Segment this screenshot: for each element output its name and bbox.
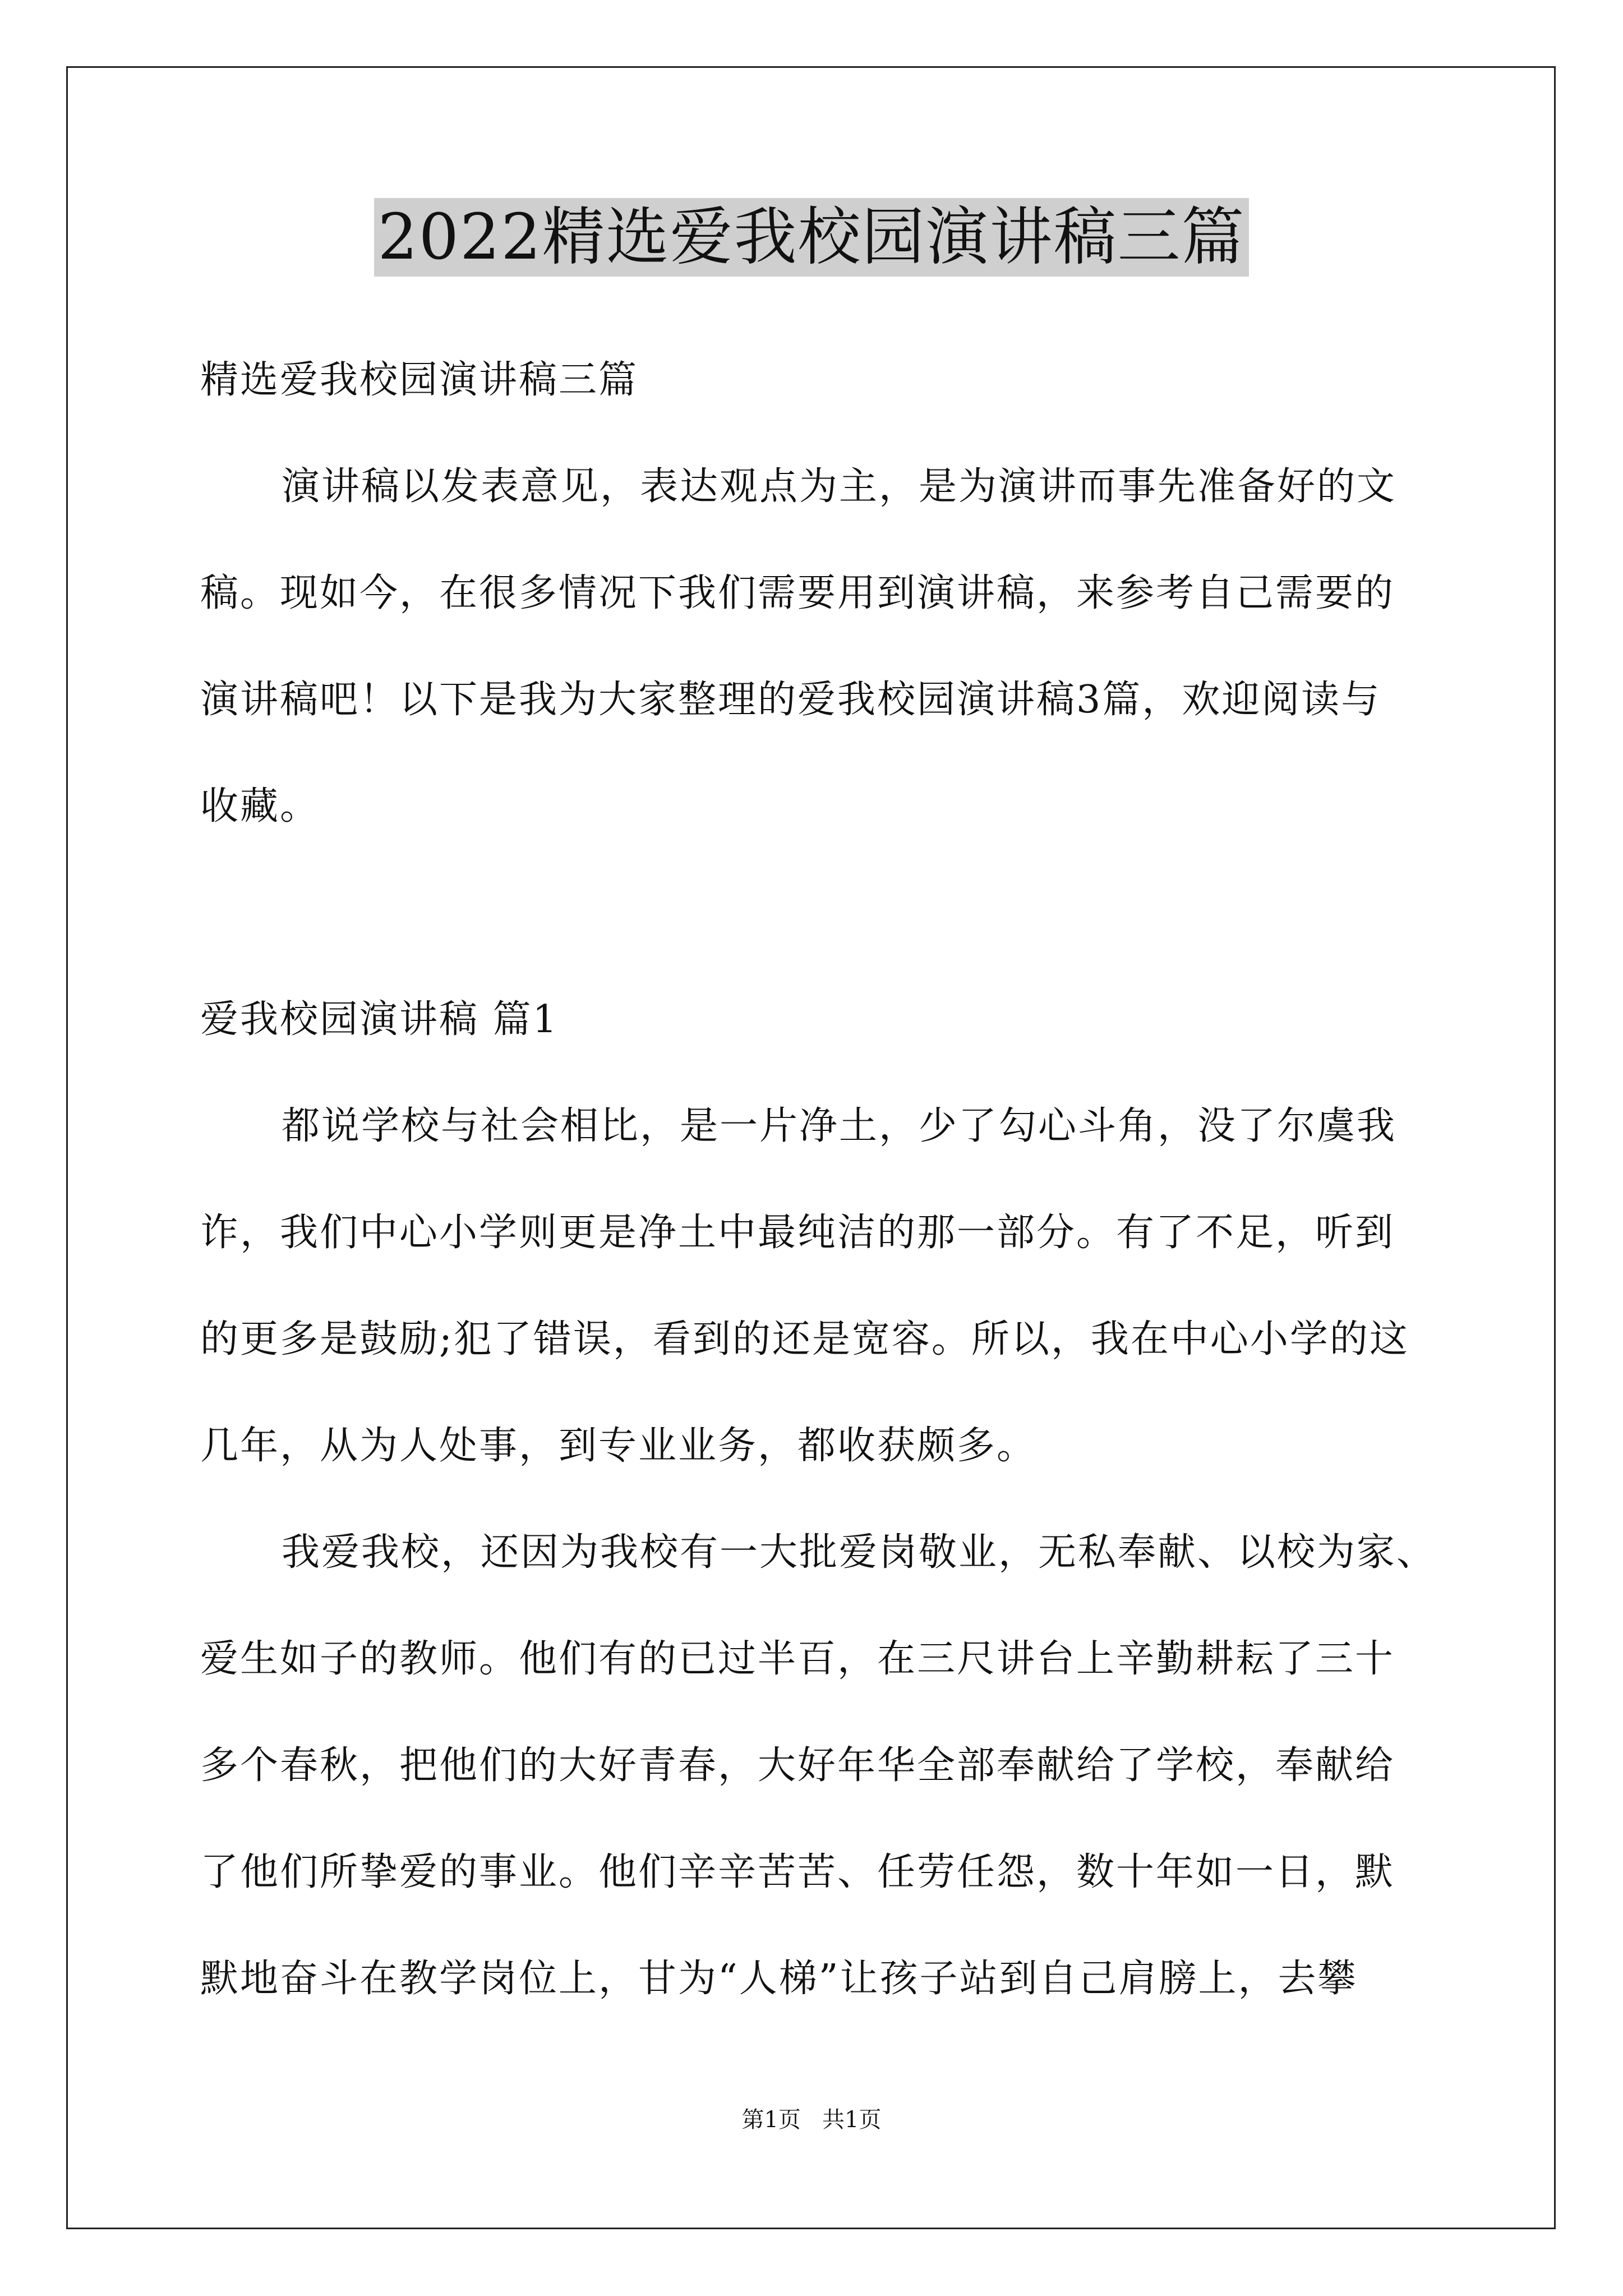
document-title: 2022精选爱我校园演讲稿三篇	[374, 198, 1248, 277]
intro-line: 稿。现如今，在很多情况下我们需要用到演讲稿，来参考自己需要的	[200, 571, 1395, 615]
section-heading: 爱我校园演讲稿 篇1	[200, 997, 559, 1042]
paragraph-line: 的更多是鼓励;犯了错误，看到的还是宽容。所以，我在中心小学的这	[200, 1317, 1409, 1361]
intro-line: 演讲稿以发表意见，表达观点为主，是为演讲而事先准备好的文	[282, 464, 1397, 509]
paragraph-line: 诈，我们中心小学则更是净土中最纯洁的那一部分。有了不足，听到	[200, 1211, 1395, 1255]
page-footer: 第1页 共1页	[741, 2107, 882, 2133]
intro-line: 演讲稿吧！以下是我为大家整理的爱我校园演讲稿3篇，欢迎阅读与	[200, 678, 1381, 722]
paragraph-line: 爱生如子的教师。他们有的已过半百，在三尺讲台上辛勤耕耘了三十	[200, 1637, 1395, 1681]
intro-line: 收藏。	[200, 784, 320, 829]
paragraph-line: 默地奋斗在教学岗位上，甘为“人梯”让孩子站到自己肩膀上，去攀	[200, 1957, 1358, 2001]
paragraph-line: 多个春秋，把他们的大好青春，大好年华全部奉献给了学校，奉献给	[200, 1743, 1395, 1788]
paragraph-line: 都说学校与社会相比，是一片净土，少了勾心斗角，没了尔虞我	[282, 1104, 1397, 1148]
document-subtitle: 精选爱我校园演讲稿三篇	[200, 358, 639, 402]
paragraph-line: 了他们所挚爱的事业。他们辛辛苦苦、任劳任怨，数十年如一日，默	[200, 1850, 1395, 1894]
title-container	[0, 198, 1623, 277]
paragraph-line: 几年，从为人处事，到专业业务，都收获颇多。	[200, 1424, 1037, 1468]
paragraph-line: 我爱我校，还因为我校有一大批爱岗敬业，无私奉献、以校为家、	[282, 1530, 1437, 1575]
